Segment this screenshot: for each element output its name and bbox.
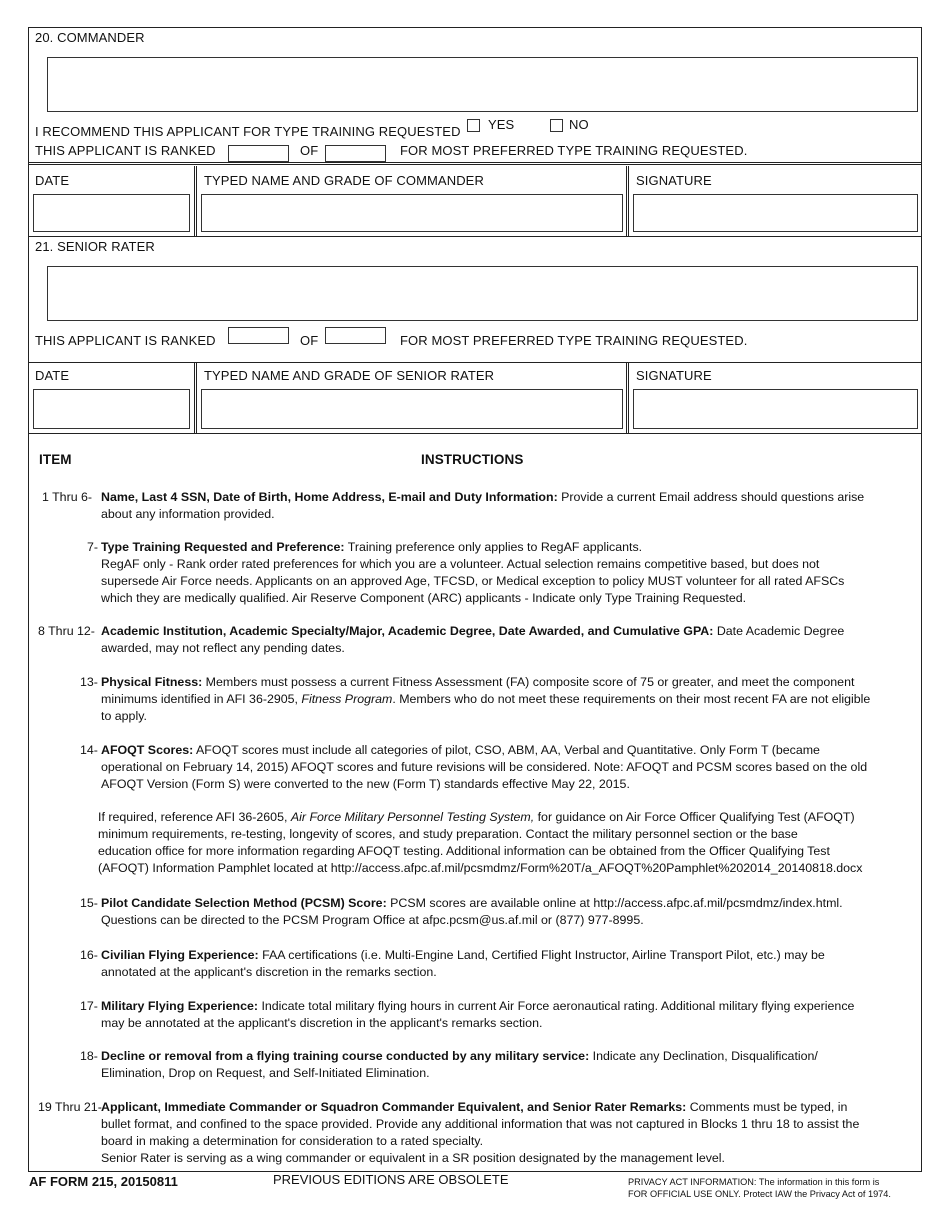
divider [29,162,921,165]
commander-preferred-label: FOR MOST PREFERRED TYPE TRAINING REQUESTED. [400,143,748,158]
item-number: 19 Thru 21- [38,1100,102,1114]
commander-recommend-label: I RECOMMEND THIS APPLICANT FOR TYPE TRAINING REQUESTED [35,124,461,139]
item-number: 8 Thru 12- [38,624,95,638]
item-text: PCSM scores are available online at http://access.afpc.af.mil/pcsmdmz/index.html. [386,896,843,910]
senior-rater-date-label: DATE [35,368,70,383]
item-title: Type Training Requested and Preference: [101,540,345,554]
item-text: Provide a current Email address should questions arise [557,490,865,504]
item-text: Elimination, Drop on Request, and Self-Initiated Elimination. [101,1066,430,1080]
senior-rater-name-label: TYPED NAME AND GRADE OF SENIOR RATER [204,368,495,383]
commander-name-field[interactable] [201,194,623,232]
item-text: annotated at the applicant's discretion in the remarks section. [101,965,437,979]
item-text: Indicate any Declination, Disqualification/ [589,1049,818,1063]
item-title: Decline or removal from a flying training course conducted by any military service: [101,1049,590,1063]
senior-rater-preferred-label: FOR MOST PREFERRED TYPE TRAINING REQUESTED. [400,333,748,348]
item-text: which they are medically qualified. Air Reserve Component (ARC) applicants - Indicate only Type Training Requested. [101,591,747,605]
item-header: ITEM [39,452,72,467]
item-text: Date Academic Degree [713,624,845,638]
item-number: 14- [80,743,98,757]
item-number: 17- [80,999,98,1013]
commander-yes-label: YES [488,117,515,132]
commander-rank-field-top [228,145,289,146]
item-text: operational on February 14, 2015) AFOQT scores and future revisions will be considered. Note: AFOQT and PCSM scores based on the old [101,760,868,774]
item-text: FAA certifications (i.e. Multi-Engine Land, Certified Flight Instructor, Airline Transport Pilot, etc.) may be [258,948,825,962]
commander-of-label: OF [300,143,319,158]
item-title: Name, Last 4 SSN, Date of Birth, Home Address, E-mail and Duty Information: [101,490,558,504]
item-number: 1 Thru 6- [42,490,93,504]
senior-rater-signature-field[interactable] [633,389,918,429]
item-text: Comments must be typed, in [686,1100,848,1114]
item-text: Indicate total military flying hours in current Air Force aeronautical rating. Additional military flying experience [258,999,855,1013]
item-title: Pilot Candidate Selection Method (PCSM) Score: [101,896,387,910]
item-title: Academic Institution, Academic Specialty/Major, Academic Degree, Date Awarded, and Cumulative GPA: [101,624,714,638]
form-page [28,27,922,1172]
item-title: Physical Fitness: [101,675,203,689]
divider [29,362,921,363]
item-text: may be annotated at the applicant's discretion in the applicant's remarks section. [101,1016,543,1030]
item-text: Air Force Military Personnel Testing System, [290,810,535,824]
item-number: 18- [80,1049,98,1063]
commander-yes-checkbox[interactable] [467,119,480,132]
commander-ranked-label: THIS APPLICANT IS RANKED [35,143,216,158]
senior-rater-of-label: OF [300,333,319,348]
commander-remarks-field[interactable] [47,57,918,112]
instructions-header: INSTRUCTIONS [421,452,524,467]
item-text: Members must possess a current Fitness Assessment (FA) composite score of 75 or greater, and meet the component [202,675,855,689]
item-text: awarded, may not reflect any pending dates. [101,641,345,655]
item-title: Civilian Flying Experience: [101,948,259,962]
privacy-notice-line1: PRIVACY ACT INFORMATION: The information in this form is [628,1177,880,1187]
senior-rater-name-field[interactable] [201,389,623,429]
item-text: education office for more information regarding AFOQT testing. Additional information can be obtained from the Officer Qualifying Test [98,844,830,858]
form-id: AF FORM 215, 20150811 [29,1174,178,1189]
item-text: AFOQT Version (Form S) were converted to the new (Form T) standards effective May 22, 2015. [101,777,630,791]
editions-notice: PREVIOUS EDITIONS ARE OBSOLETE [273,1172,509,1187]
divider [194,362,197,433]
commander-date-field[interactable] [33,194,190,232]
divider [626,166,629,236]
divider [29,236,921,237]
item-text: Fitness Program [301,692,393,706]
item-title: Military Flying Experience: [101,999,258,1013]
senior-rater-remarks-field[interactable] [47,266,918,321]
item-text: . Members who do not meet these requirements on their most recent FA are not eligible [392,692,871,706]
commander-signature-label: SIGNATURE [636,173,712,188]
privacy-notice-line2: FOR OFFICIAL USE ONLY. Protect IAW the Privacy Act of 1974. [628,1189,891,1199]
divider [29,433,921,434]
divider [194,166,197,236]
item-title: Applicant, Immediate Commander or Squadron Commander Equivalent, and Senior Rater Remarks: [101,1100,687,1114]
commander-no-checkbox[interactable] [550,119,563,132]
divider [626,362,629,433]
item-text: minimum requirements, re-testing, longevity of scores, and study preparation. Contact the military personnel section or the base [98,827,798,841]
senior-rater-of-field[interactable] [325,327,386,344]
commander-section-title: 20. COMMANDER [35,30,145,45]
item-text: bullet format, and confined to the space provided. Provide any additional information that was not captured in Blocks 1 thru 18 to assist the [101,1117,860,1131]
item-number: 13- [80,675,98,689]
item-title: AFOQT Scores: [101,743,194,757]
commander-no-label: NO [569,117,589,132]
commander-of-field[interactable] [325,145,386,162]
item-number: 16- [80,948,98,962]
item-text: about any information provided. [101,507,275,521]
commander-date-label: DATE [35,173,70,188]
item-text: RegAF only - Rank order rated preferences for which you are a volunteer. Actual selection remains competitive based, but does not [101,557,820,571]
item-number: 15- [80,896,98,910]
item-text: Training preference only applies to RegAF applicants. [344,540,643,554]
commander-rank-field[interactable] [228,145,289,162]
item-text: board in making a determination for consideration to a rated specialty. [101,1134,484,1148]
senior-rater-section-title: 21. SENIOR RATER [35,239,155,254]
item-text: If required, reference AFI 36-2605, [98,810,291,824]
item-text: (AFOQT) Information Pamphlet located at http://access.afpc.af.mil/pcsmdmz/Form%20T/a_AFOQT%20Pamphlet%202014_20140818.docx [98,861,863,875]
commander-name-label: TYPED NAME AND GRADE OF COMMANDER [204,173,484,188]
senior-rater-rank-field[interactable] [228,327,289,344]
senior-rater-signature-label: SIGNATURE [636,368,712,383]
item-number: 7- [87,540,99,554]
item-text: to apply. [101,709,147,723]
item-text: minimums identified in AFI 36-2905, [101,692,302,706]
senior-rater-date-field[interactable] [33,389,190,429]
commander-signature-field[interactable] [633,194,918,232]
item-text: supersede Air Force needs. Applicants on an approved Age, TFCSD, or Medical exception to policy MUST volunteer for all rated AFSCs [101,574,845,588]
item-text: for guidance on Air Force Officer Qualifying Test (AFOQT) [534,810,855,824]
item-text: Senior Rater is serving as a wing commander or equivalent in a SR position designated by the management level. [101,1151,726,1165]
item-text: Questions can be directed to the PCSM Program Office at afpc.pcsm@us.af.mil or (877) 977-8995. [101,913,644,927]
senior-rater-ranked-label: THIS APPLICANT IS RANKED [35,333,216,348]
item-text: AFOQT scores must include all categories of pilot, CSO, ABM, AA, Verbal and Quantitative. Only Form T (became [193,743,820,757]
